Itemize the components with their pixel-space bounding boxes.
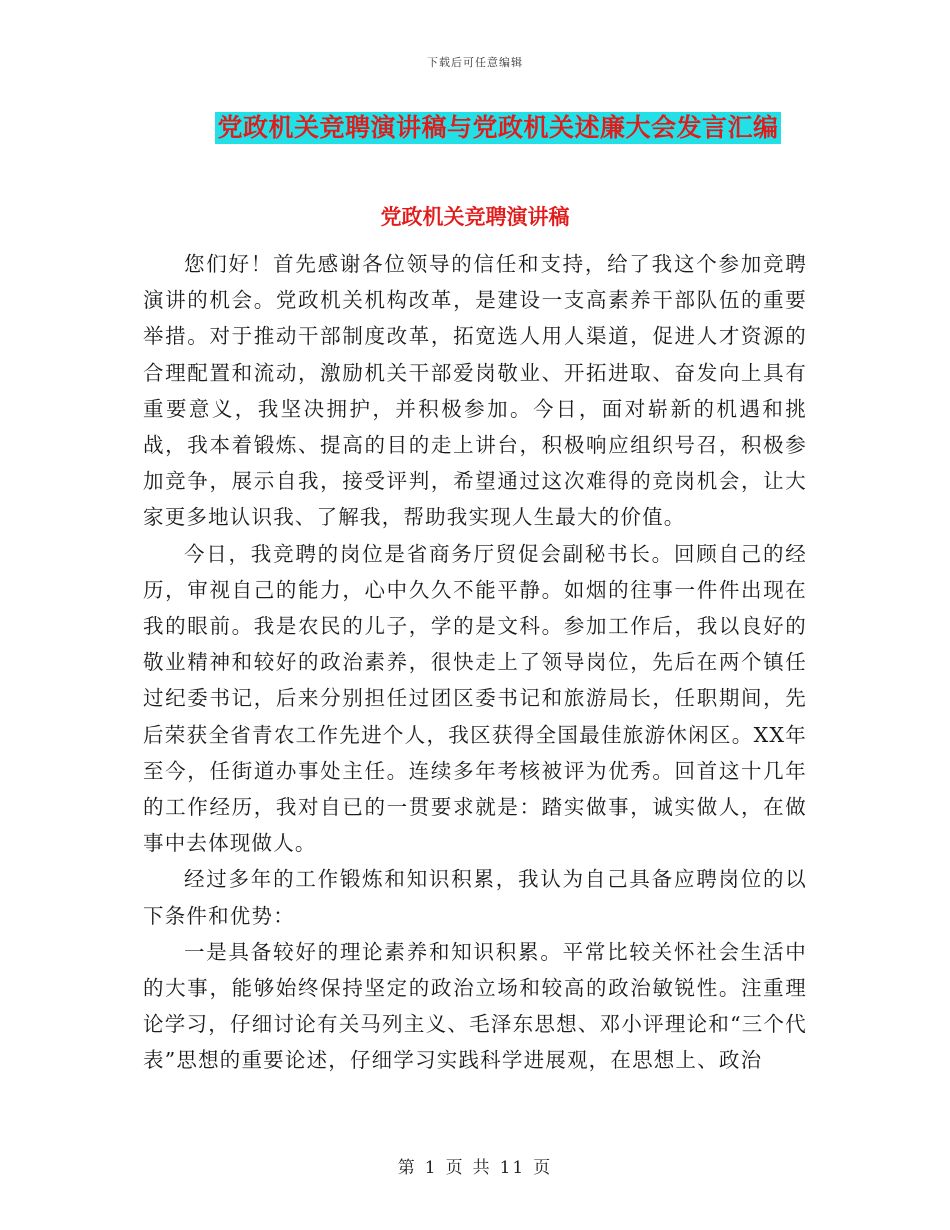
document-main-title: 党政机关竞聘演讲稿与党政机关述廉大会发言汇编 [217,113,779,142]
header-note: 下载后可任意编辑 [427,56,523,69]
footer-label-page: 第 [397,1158,417,1178]
footer-label-unit: 页 [445,1158,465,1178]
paragraph: 今日，我竞聘的岗位是省商务厅贸促会副秘书长。回顾自己的经历，审视自己的能力，心中久久不能平静。如烟的往事一件件出现在我的眼前。我是农民的儿子，学的是文科。参加工作后，我以良好的敬业精神和较好的政治素养，很快走上了领导岗位，先后在两个镇任过纪委书记，后来分别担任过团区委书记和旅游局长，任职期间，先后荣获全省青农工作先进个人，我区获得全国最佳旅游休闲区。XX年至今，任街道办事处主任。连续多年考核被评为优秀。回首这十几年的工作经历，我对自已的一贯要求就是：踏实做事，诚实做人，在做事中去体现做人。 [143,541,807,856]
page-footer [0,1153,950,1178]
section-title: 党政机关竞聘演讲稿 [380,205,570,229]
footer-label-total: 共 [472,1158,492,1178]
current-page-number: 1 [424,1158,438,1178]
footer-label-unit2: 页 [533,1158,553,1178]
paragraph: 您们好！首先感谢各位领导的信任和支持，给了我这个参加竞聘演讲的机会。党政机关机构改革，是建设一支高素养干部队伍的重要举措。对于推动干部制度改革，拓宽选人用人渠道，促进人才资源的合理配置和流动，激励机关干部爱岗敬业、开拓进取、奋发向上具有重要意义，我坚决拥护，并积极参加。今日，面对崭新的机遇和挑战，我本着锻炼、提高的目的走上讲台，积极响应组织号召，积极参加竞争，展示自我，接受评判，希望通过这次难得的竞岗机会，让大家更多地认识我、了解我，帮助我实现人生最大的价值。 [143,252,807,530]
main-title-container [0,112,950,144]
document-body [143,246,807,1079]
paragraph: 一是具备较好的理论素养和知识积累。平常比较关怀社会生活中的大事，能够始终保持坚定的政治立场和较高的政治敏锐性。注重理论学习，仔细讨论有关马列主义、毛泽东思想、邓小评理论和“三个代表”思想的重要论述，仔细学习实践科学进展观，在思想上、政治 [143,939,807,1073]
total-page-count: 11 [499,1158,526,1178]
paragraph: 经过多年的工作锻炼和知识积累，我认为自己具备应聘岗位的以下条件和优势： [143,867,807,928]
